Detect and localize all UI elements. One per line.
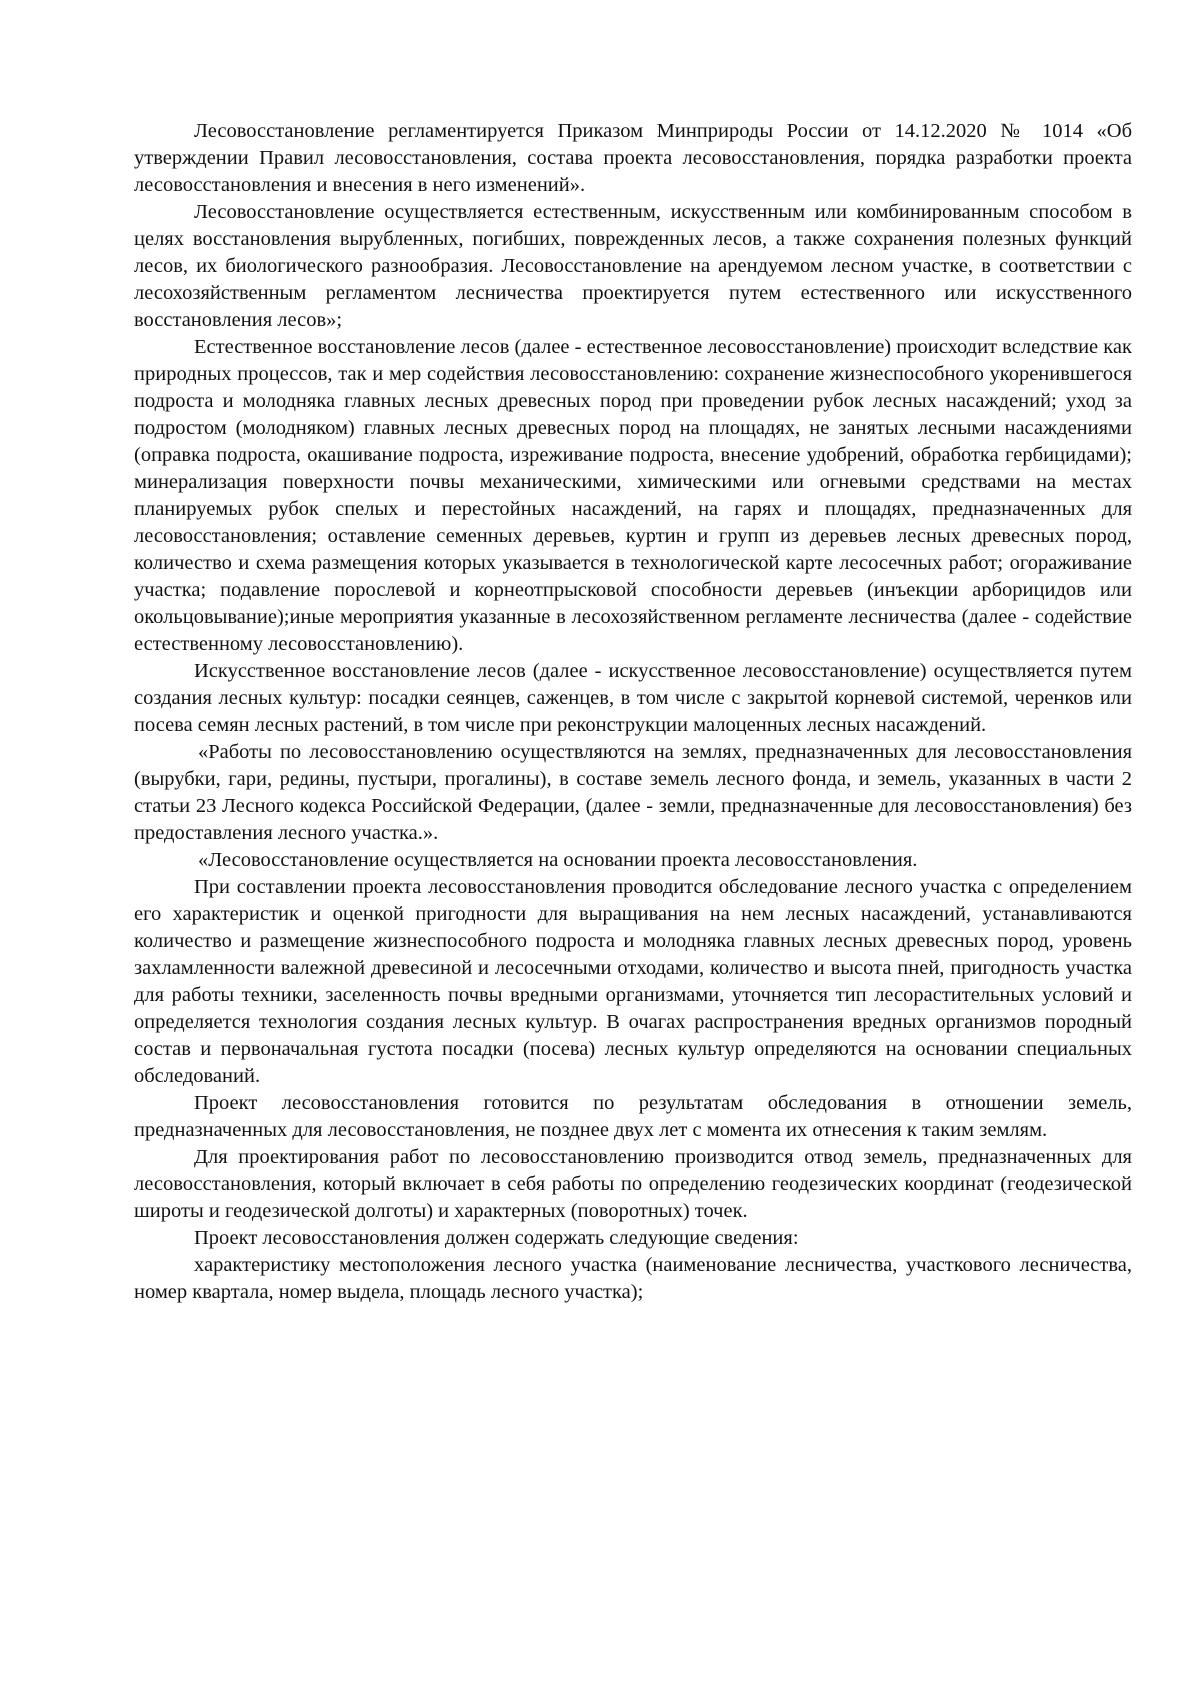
paragraph-project-basis: «Лесовосстановление осуществляется на основании проекта лесовосстановления. bbox=[198, 849, 918, 871]
paragraph-land-allocation: Для проектирования работ по лесовосстановлению производится отвод земель, предназначенных для лесовосстановления, который включает в себя работы по определению геодезических координат (геодезической широты и геодезической долготы) и характерных (поворотных) точек. bbox=[134, 1146, 1132, 1222]
paragraph-survey: При составлении проекта лесовосстановления проводится обследование лесного участка с определением его характеристик и оценкой пригодности для выращивания на нем лесных насаждений, устанавливаются количество и размещение жизнеспособного подроста и молодняка главных лесных древесных пород, уровень захламленности валежной древесиной и лесосечными отходами, количество и высота пней, пригодность участка для работы техники, заселенность почвы вредными организмами, уточняется тип лесорастительных условий и определяется технология создания лесных культур. В очагах распространения вредных организмов породный состав и первоначальная густота посадки (посева) лесных культур определяются на основании специальных обследований. bbox=[134, 876, 1132, 1087]
document-page bbox=[134, 118, 1132, 1306]
paragraph-artificial-restoration: Искусственное восстановление лесов (далее - искусственное лесовосстановление) осуществляется путем создания лесных культур: посадки сеянцев, саженцев, в том числе с закрытой корневой системой, черенков или посева семян лесных растений, в том числе при реконструкции малоценных лесных насаждений. bbox=[134, 660, 1132, 736]
paragraph-regulation: Лесовосстановление регламентируется Приказом Минприроды России от 14.12.2020 № 1014 «Об утверждении Правил лесовосстановления, состава проекта лесовосстановления, порядка разработки проекта лесовосстановления и внесения в него изменений». bbox=[134, 120, 1132, 196]
paragraph-work-lands: «Работы по лесовосстановлению осуществляются на землях, предназначенных для лесовосстановления (вырубки, гари, редины, пустыри, прогалины), в составе земель лесного фонда, и земель, указанных в части 2 статьи 23 Лесного кодекса Российской Федерации, (далее - земли, предназначенные для лесовосстановления) без предоставления лесного участка.». bbox=[134, 741, 1132, 844]
paragraph-natural-restoration: Естественное восстановление лесов (далее - естественное лесовосстановление) происходит вследствие как природных процессов, так и мер содействия лесовосстановлению: сохранение жизнеспособного укоренившегося подроста и молодняка главных лесных древесных пород при проведении рубок лесных насаждений; уход за подростом (молодняком) главных лесных древесных пород на площадях, не занятых лесными насаждениями (оправка подроста, окашивание подроста, изреживание подроста, внесение удобрений, обработка гербицидами); минерализация поверхности почвы механическими, химическими или огневыми средствами на местах планируемых рубок спелых и перестойных насаждений, на гарях и площадях, предназначенных для лесовосстановления; оставление семенных деревьев, куртин и групп из деревьев лесных древесных пород, количество и схема размещения которых указывается в технологической карте лесосечных работ; огораживание участка; подавление порослевой и корнеотпрысковой способности деревьев (инъекции арборицидов или окольцовывание);иные мероприятия указанные в лесохозяйственном регламенте лесничества (далее - содействие естественному лесовосстановлению). bbox=[134, 336, 1132, 655]
paragraph-location-characteristics: характеристику местоположения лесного участка (наименование лесничества, участкового лесничества, номер квартала, номер выдела, площадь лесного участка); bbox=[134, 1254, 1132, 1303]
paragraph-methods: Лесовосстановление осуществляется естественным, искусственным или комбинированным способом в целях восстановления вырубленных, погибших, поврежденных лесов, а также сохранения полезных функций лесов, их биологического разнообразия. Лесовосстановление на арендуемом лесном участке, в соответствии с лесохозяйственным регламентом лесничества проектируется путем естественного или искусственного восстановления лесов»; bbox=[134, 201, 1132, 331]
paragraph-project-contents: Проект лесовосстановления должен содержать следующие сведения: bbox=[194, 1227, 799, 1249]
paragraph-project-timing: Проект лесовосстановления готовится по результатам обследования в отношении земель, предназначенных для лесовосстановления, не позднее двух лет с момента их отнесения к таким землям. bbox=[134, 1092, 1132, 1141]
